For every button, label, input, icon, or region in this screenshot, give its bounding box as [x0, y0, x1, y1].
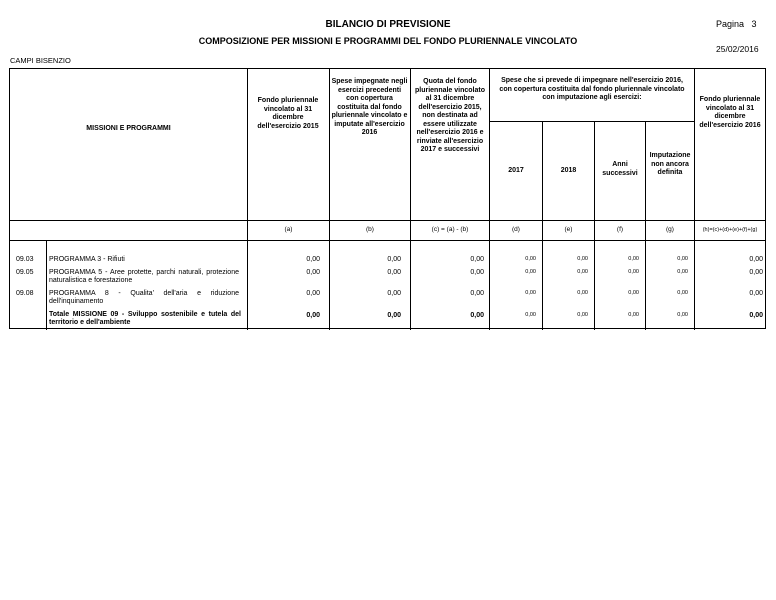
header-col-h: Fondo pluriennale vincolato al 31 dicembre dell'esercizio 2016 — [699, 96, 761, 129]
formula-g: (g) — [666, 226, 674, 233]
row-code: 09.08 — [16, 290, 34, 297]
total-a: 0,00 — [306, 312, 320, 319]
value-d: 0,00 — [525, 269, 536, 275]
formula-bottom-line — [10, 240, 765, 241]
value-f: 0,00 — [628, 256, 639, 262]
header-missions: MISSIONI E PROGRAMMI — [86, 125, 171, 132]
formula-a: (a) — [284, 226, 293, 233]
divider-code — [46, 240, 47, 330]
header-col-b: Spese impegnate negli esercizi precedenti con copertura costituita dal fondo pluriennale vincolato e imputate all'esercizio 2016 — [331, 78, 408, 136]
value-c: 0,00 — [470, 290, 484, 297]
header-col-g: Imputazione non ancora definita — [649, 152, 691, 176]
value-h: 0,00 — [749, 290, 763, 297]
header-col-d: 2017 — [508, 167, 524, 174]
value-f: 0,00 — [628, 269, 639, 275]
formula-f: (f) — [616, 226, 624, 233]
header-group-dg: Spese che si prevede di impegnare nell'esercizio 2016, con copertura costituita dal fondo pluriennale vincolato con imputazione agli esercizi: — [499, 77, 685, 101]
value-b: 0,00 — [387, 269, 401, 276]
formula-c: (c) = (a) - (b) — [431, 226, 469, 233]
total-d: 0,00 — [525, 312, 536, 318]
value-c: 0,00 — [470, 269, 484, 276]
formula-d: (d) — [512, 226, 520, 233]
value-d: 0,00 — [525, 290, 536, 296]
page-number: Pagina 3 — [716, 19, 757, 29]
value-a: 0,00 — [306, 290, 320, 297]
total-h: 0,00 — [749, 312, 763, 319]
value-e: 0,00 — [577, 256, 588, 262]
row-program: PROGRAMMA 3 - Rifiuti — [49, 256, 125, 263]
value-e: 0,00 — [577, 269, 588, 275]
value-f: 0,00 — [628, 290, 639, 296]
value-d: 0,00 — [525, 256, 536, 262]
value-h: 0,00 — [749, 256, 763, 263]
value-a: 0,00 — [306, 256, 320, 263]
report-date: 25/02/2016 — [716, 44, 759, 54]
total-g: 0,00 — [677, 312, 688, 318]
total-b: 0,00 — [387, 312, 401, 319]
row-program: PROGRAMMA 8 - Qualita' dell'aria e riduzione dell'inquinamento — [49, 290, 239, 305]
total-e: 0,00 — [577, 312, 588, 318]
value-g: 0,00 — [677, 269, 688, 275]
header-col-e: 2018 — [560, 167, 577, 174]
value-e: 0,00 — [577, 290, 588, 296]
fpv-table — [9, 68, 766, 329]
header-col-a: Fondo pluriennale vincolato al 31 dicembre dell'esercizio 2015 — [257, 97, 319, 130]
row-code: 09.03 — [16, 256, 34, 263]
group-underline — [489, 121, 694, 122]
report-title: BILANCIO DI PREVISIONE — [325, 19, 451, 30]
header-bottom-line — [10, 220, 765, 221]
value-c: 0,00 — [470, 256, 484, 263]
total-label: Totale MISSIONE 09 - Sviluppo sostenibile e tutela del territorio e dell'ambiente — [49, 311, 241, 326]
total-c: 0,00 — [470, 312, 484, 319]
value-g: 0,00 — [677, 256, 688, 262]
report-subtitle: COMPOSIZIONE PER MISSIONI E PROGRAMMI DEL FONDO PLURIENNALE VINCOLATO — [198, 36, 578, 46]
total-f: 0,00 — [628, 312, 639, 318]
value-h: 0,00 — [749, 269, 763, 276]
value-a: 0,00 — [306, 269, 320, 276]
header-col-f: Anni successivi — [602, 161, 638, 177]
row-program: PROGRAMMA 5 - Aree protette, parchi naturali, protezione naturalistica e forestazione — [49, 269, 239, 284]
row-code: 09.05 — [16, 269, 34, 276]
header-col-c: Quota del fondo pluriennale vincolato al 31 dicembre dell'esercizio 2015, non destinata ad essere utilizzate nell'esercizio 2016 e rinviate all'esercizio 2017 e successivi — [414, 78, 485, 153]
formula-b: (b) — [366, 226, 374, 233]
entity-name: CAMPI BISENZIO — [10, 56, 71, 65]
formula-e: (e) — [564, 226, 573, 233]
formula-h: (h)=(c)+(d)+(e)+(f)+(g) — [702, 227, 758, 233]
value-b: 0,00 — [387, 256, 401, 263]
value-b: 0,00 — [387, 290, 401, 297]
value-g: 0,00 — [677, 290, 688, 296]
